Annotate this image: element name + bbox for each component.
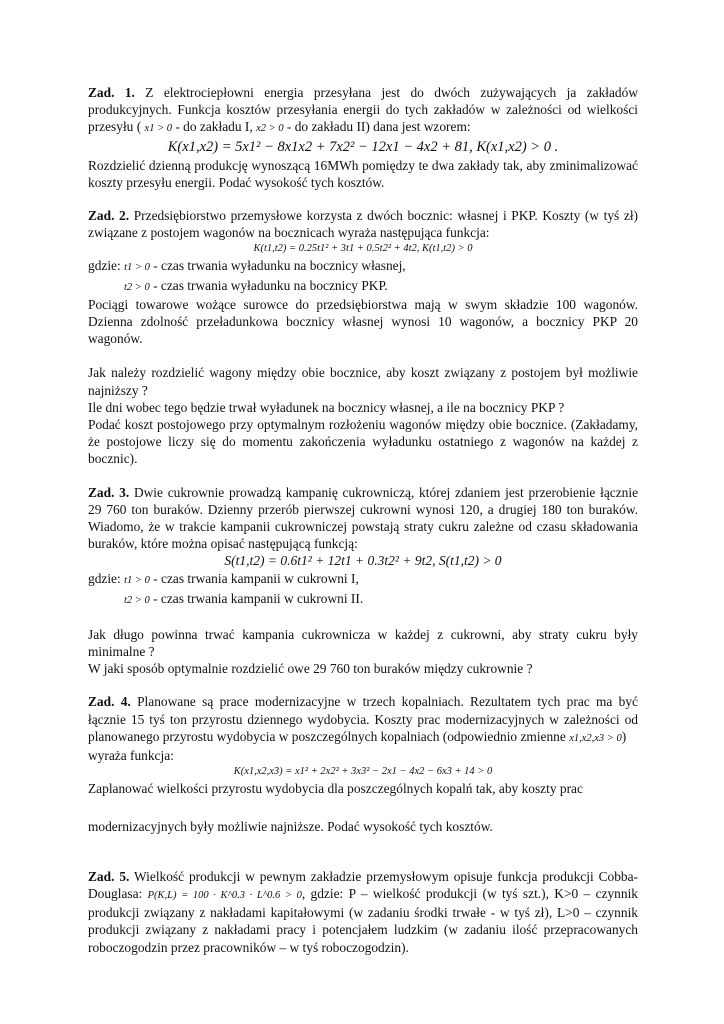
task-4 <box>88 693 638 834</box>
task-1-intro-end: - do zakładu II) dana jest wzorem: <box>283 119 471 135</box>
task-3-formula: S(t1,t2) = 0.6t1² + 12t1 + 0.3t2² + 9t2, S(t1,t2) > 0 <box>224 553 502 569</box>
task-3-intro: Dwie cukrownie prowadzą kampanię cukrowniczą, której zdaniem jest przerobienie łącznie 29 760 ton buraków. Dzienny przerób pierwszej cukrowni wynosi 120, a drugiej 180 ton buraków. Wiadomo, że w trakcie kampanii cukrowniczej powstają straty cukru zależne od czasu składowania buraków, które można opisać następującą funkcją: <box>88 484 639 552</box>
task-2-where-t1 <box>88 257 638 276</box>
task-4-intro-end: ) <box>621 728 627 744</box>
task-2-t2-desc: - czas trwania wyładunku na bocznicy PKP. <box>149 277 388 293</box>
task-1-text: Rozdzielić dzienną produkcję wynoszącą 16MWh pomiędzy te dwa zakłady tak, aby zminimalizować koszty przesyłu energii. Podać wysokość tych kosztów. <box>88 157 638 190</box>
task-2-t1-desc: - czas trwania wyładunku na bocznicy własnej, <box>149 258 406 274</box>
task-2-question-2: Ile dni wobec tego będzie trwał wyładunek na bocznicy własnej, a ile na bocznicy PKP ? <box>88 399 565 415</box>
spacer <box>88 851 638 868</box>
task-1-mid: - do zakładu I, <box>172 119 257 135</box>
task-4-formula: K(x1,x2,x3) = x1² + 2x2² + 3x3² − 2x1 − 4x2 − 6x3 + 14 > 0 <box>233 766 493 778</box>
task-3-t1-desc: - czas trwania kampanii w cukrowni I, <box>149 571 359 587</box>
task-3-question-2: W jaki sposób optymalnie rozdzielić owe 29 760 ton buraków między cukrownie ? <box>88 661 533 677</box>
task-1 <box>88 84 638 191</box>
task-5 <box>88 868 638 956</box>
task-4-label: Zad. 4. <box>88 694 131 710</box>
task-1-intro-paragraph <box>88 84 638 138</box>
task-3-t1-condition: t1 > 0 <box>124 575 150 587</box>
spacer <box>88 609 638 626</box>
task-1-intro: Z elektrociepłowni energia przesyłana jest do dwóch zużywających ja zakładów produkcyjnych. Funkcja kosztów przesyłania energii do tych zakładów w zależności od wielkości przesyłu ( <box>88 85 638 135</box>
task-2 <box>88 207 638 468</box>
task-2-t2-condition: t2 > 0 <box>124 281 150 293</box>
task-4-intro-paragraph <box>88 693 638 747</box>
task-3-intro-paragraph <box>88 484 638 553</box>
task-5-intro: Wielkość produkcji w pewnym zakładzie przemysłowym opisuje funkcja produkcji Cobba-Douglasa: <box>88 868 639 901</box>
task-4-text-2: modernizacyjnych były możliwie najniższe. Podać wysokość tych kosztów. <box>88 818 493 834</box>
task-3-label: Zad. 3. <box>88 484 130 500</box>
spacer <box>88 798 638 818</box>
task-2-intro: Przedsiębiorstwo przemysłowe korzysta z dwóch bocznic: własnej i PKP. Koszty (w tyś zł) związane z postojem wagonów na bocznicach wyraża następująca funkcja: <box>88 208 638 241</box>
task-2-t1-condition: t1 > 0 <box>124 262 150 274</box>
spacer <box>88 347 638 364</box>
task-5-paragraph <box>88 868 638 956</box>
task-2-formula: K(t1,t2) = 0.25t1² + 3t1 + 0.5t2² + 4t2, K(t1,t2) > 0 <box>253 243 473 255</box>
task-2-question-3: Podać koszt postojowego przy optymalnym rozłożeniu wagonów między obie bocznice. (Zakładamy, że postojowe liczy się do momentu zakończenia wyładunku ostatniego z wagonów na każdej z bocznic). <box>88 417 638 467</box>
task-3-where-t2 <box>88 590 638 609</box>
document-page <box>88 84 638 956</box>
task-3-t2-desc: - czas trwania kampanii w cukrowni II. <box>149 590 364 606</box>
task-2-where-t2 <box>88 277 638 296</box>
task-2-where: gdzie: <box>88 258 125 274</box>
task-3-t2-condition: t2 > 0 <box>124 594 150 606</box>
task-4-text-1: Zaplanować wielkości przyrostu wydobycia dla poszczególnych kopalń tak, aby koszty prac <box>88 781 583 797</box>
task-4-intro: Planowane są prace modernizacyjne w trzech kopalniach. Rezultatem tych prac ma być łącznie 15 tyś ton przyrostu dziennego wydobycia. Koszty prac modernizacyjnych w zależności od planowanego przyrostu wydobycia w poszczególnych kopalniach (odpowiednio zmienne <box>88 694 638 744</box>
task-2-question-1: Jak należy rozdzielić wagony między obie bocznice, aby koszt związany z postojem był możliwie najniższy ? <box>88 365 638 398</box>
task-4-vars-condition: x1,x2,x3 > 0 <box>569 732 622 744</box>
task-2-text: Pociągi towarowe wożące surowce do przedsiębiorstwa mają w swym składzie 100 wagonów. Dzienna zdolność przeładunkowa bocznicy własnej wynosi 10 wagonów, a bocznicy PKP 20 wagonów. <box>88 296 638 347</box>
task-3-question-1: Jak długo powinna trwać kampania cukrownicza w każdej z cukrowni, aby straty cukru były minimalne ? <box>88 626 638 660</box>
task-2-label: Zad. 2. <box>88 208 130 224</box>
task-5-label: Zad. 5. <box>88 868 130 884</box>
task-1-x1-condition: x1 > 0 <box>144 123 173 135</box>
task-1-x2-condition: x2 > 0 <box>256 123 284 135</box>
task-5-formula: P(K,L) = 100 · K^0.3 · L^0.6 > 0 <box>147 889 302 901</box>
task-3-where: gdzie: <box>88 571 125 587</box>
task-5-text: , gdzie: P – wielkość produkcji (w tyś szt.), K>0 – czynnik produkcji związany z nakładami kapitałowymi (w zadaniu środki trwałe - w tyś zł), L>0 – czynnik produkcji związany z nakładami pracy i potencjałem ludzkim (w zadaniu ilość przepracowanych roboczogodzin przez pracowników – w tyś roboczogodzin). <box>88 885 638 955</box>
task-1-formula: K(x1,x2) = 5x1² − 8x1x2 + 7x2² − 12x1 − 4x2 + 81, K(x1,x2) > 0 . <box>167 138 559 155</box>
task-4-expr-label: wyraża funkcja: <box>88 748 174 764</box>
task-3 <box>88 484 638 678</box>
task-2-intro-paragraph <box>88 207 638 241</box>
task-1-label: Zad. 1. <box>88 85 135 100</box>
task-3-where-t1 <box>88 570 638 589</box>
